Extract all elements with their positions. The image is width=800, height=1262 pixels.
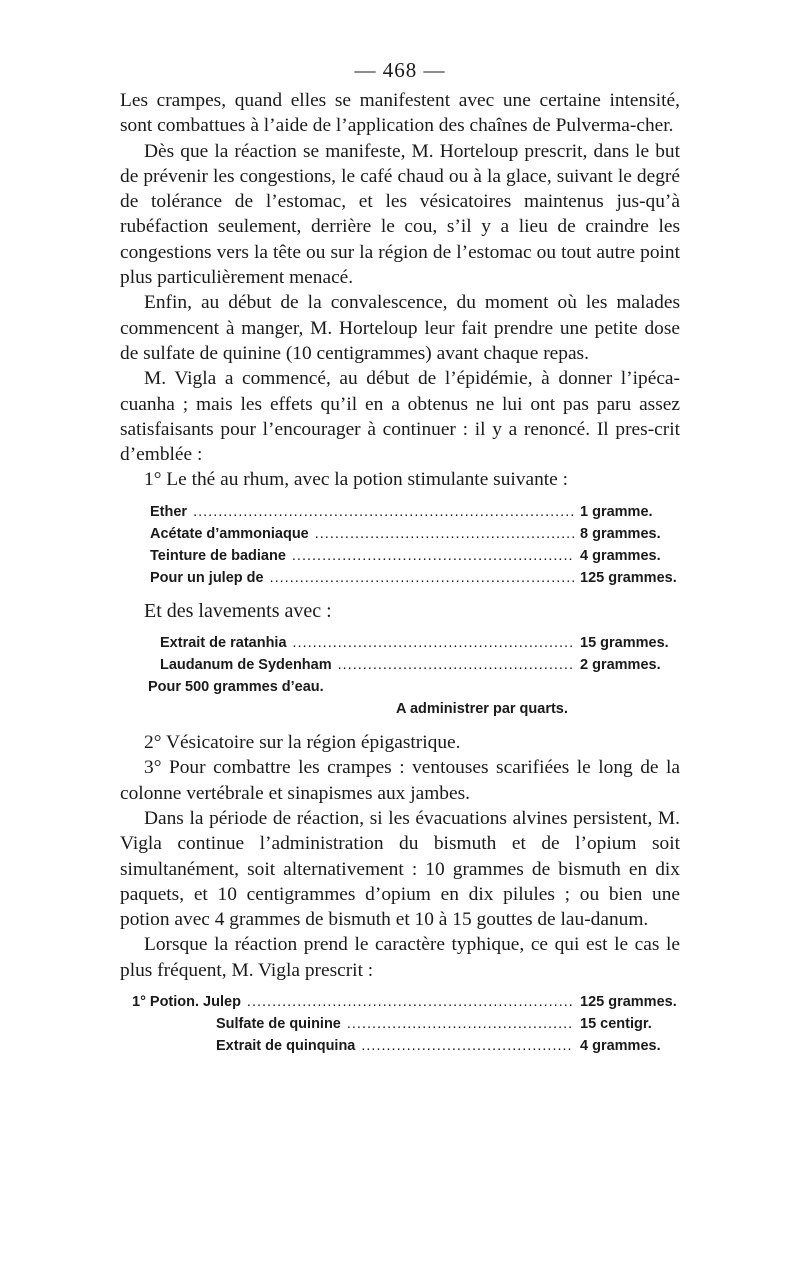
leader-dots xyxy=(347,1013,574,1035)
paragraph-periode-reaction: Dans la période de réaction, si les évacuations alvines persistent, M. Vigla continue l’administration du bismuth et de l’opium soit simultanément, soit alternativement : 10 grammes de bismuth en dix paquets, et 10 centigrammes d’opium en dix pilules ; ou bien une potion avec 4 grammes de bismuth et 10 à 15 gouttes de lau-danum. xyxy=(120,807,680,931)
leader-dots xyxy=(292,545,574,567)
ingredient-name: Teinture de badiane xyxy=(150,547,286,564)
item-the-au-rhum: 1° Le thé au rhum, avec la potion stimulante suivante : xyxy=(144,469,568,491)
leader-dots xyxy=(293,632,574,654)
ingredient-name: Acétate d’ammoniaque xyxy=(150,525,309,542)
lavements-heading: Et des lavements avec : xyxy=(144,599,332,622)
page-number: — 468 — xyxy=(354,58,446,82)
paragraph-convalescence: Enfin, au début de la convalescence, du moment où les malades commencent à manger, M. Horteloup leur fait prendre une petite dose de sulfate de quinine (10 centigrammes) avant chaque repas. xyxy=(120,292,680,364)
leader-dots xyxy=(361,1035,574,1057)
leader-dots xyxy=(270,567,574,589)
ingredient-name: Pour un julep de xyxy=(150,569,264,586)
recipe-row xyxy=(150,523,680,545)
ingredient-quantity: 8 grammes. xyxy=(580,525,661,542)
ingredient-name: 1° Potion. Julep xyxy=(132,994,241,1011)
leader-dots xyxy=(338,654,574,676)
recipe-row xyxy=(150,545,680,567)
paragraph-reaction: Dès que la réaction se manifeste, M. Horteloup prescrit, dans le but de prévenir les congestions, le café chaud ou à la glace, suivant le degré de tolérance de l’estomac, et les vésicatoires maintenus jus-qu’à rubéfaction seulement, derrière le cou, s’il y a lieu de craindre les congestions vers la tête ou sur la région de l’estomac ou tout autre point plus particulièrement menacé. xyxy=(120,140,680,289)
ingredient-quantity: 4 grammes. xyxy=(580,547,661,564)
leader-dots xyxy=(247,991,574,1013)
ingredient-quantity: 2 grammes. xyxy=(580,657,661,674)
recipe-lavement xyxy=(120,632,680,720)
paragraph-vigla: M. Vigla a commencé, au début de l’épidémie, à donner l’ipéca-cuanha ; mais les effets qu’il en a obtenus ne lui ont pas paru assez satisfaisants pour l’encourager à continuer : il y a renoncé. Il pres-crit d’emblée : xyxy=(120,368,680,466)
recipe-row xyxy=(132,991,680,1013)
item-crampes: 3° Pour combattre les crampes : ventouses scarifiées le long de la colonne vertébrale et sinapismes aux jambes. xyxy=(120,757,680,804)
ingredient-quantity: 125 grammes. xyxy=(580,994,677,1011)
recipe-typhique xyxy=(120,991,680,1057)
ingredient-name: Extrait de ratanhia xyxy=(160,635,287,652)
ingredient-quantity: 125 grammes. xyxy=(580,569,677,586)
recipe-row xyxy=(160,632,680,654)
ingredient-quantity: 15 grammes. xyxy=(580,635,669,652)
recipe-instruction: A administrer par quarts. xyxy=(396,701,568,718)
ingredient-quantity: 4 grammes. xyxy=(580,1038,661,1055)
ingredient-name: Extrait de quinquina xyxy=(216,1038,356,1055)
paragraph-crampes: Les crampes, quand elles se manifestent avec une certaine intensité, sont combattues à l’aide de l’application des chaînes de Pulverma-cher. xyxy=(120,90,680,137)
ingredient-name: Sulfate de quinine xyxy=(216,1016,341,1033)
recipe-potion-stimulante xyxy=(120,501,680,589)
recipe-row xyxy=(132,1035,680,1057)
leader-dots xyxy=(315,523,574,545)
ingredient-name: Ether xyxy=(150,503,188,520)
recipe-row xyxy=(160,654,680,676)
item-vesicatoire: 2° Vésicatoire sur la région épigastrique. xyxy=(144,732,461,754)
ingredient-quantity: 15 centigr. xyxy=(580,1016,652,1033)
recipe-row xyxy=(150,567,680,589)
leader-dots xyxy=(193,501,574,523)
recipe-note: Pour 500 grammes d’eau. xyxy=(148,679,324,696)
body-text xyxy=(120,88,680,1067)
ingredient-quantity: 1 gramme. xyxy=(580,503,653,520)
ingredient-name: Laudanum de Sydenham xyxy=(160,657,332,674)
paragraph-typhique: Lorsque la réaction prend le caractère typhique, ce qui est le cas le plus fréquent, M. Vigla prescrit : xyxy=(120,934,680,981)
recipe-row xyxy=(150,501,680,523)
recipe-row xyxy=(132,1013,680,1035)
